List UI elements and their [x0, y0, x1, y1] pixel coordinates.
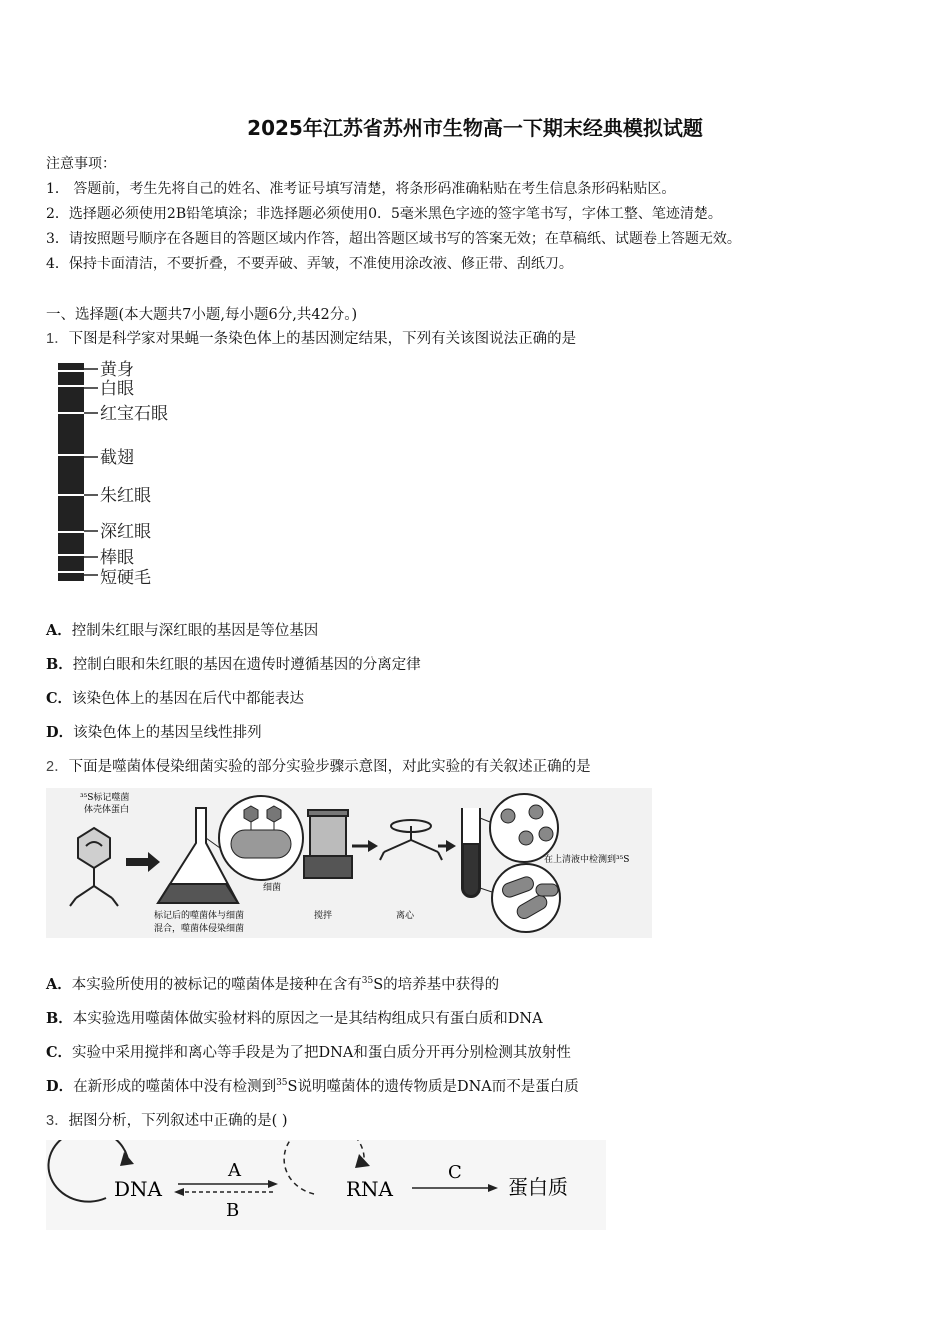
question-3-stem	[46, 1109, 288, 1130]
gene-label-deep-red-eye: 深红眼	[100, 522, 151, 542]
label-b: B	[226, 1200, 240, 1221]
question-2-number: 2．	[46, 759, 69, 775]
question-3-number: 3．	[46, 1113, 69, 1129]
question-2-option-c[interactable]: C．实验中采用搅拌和离心等手段是为了把DNA和蛋白质分开再分别检测其放射性	[46, 1044, 571, 1061]
label-centrifuge: 离心	[396, 911, 415, 921]
gene-label-yellow-body: 黄身	[100, 360, 134, 380]
label-rna: RNA	[346, 1177, 394, 1201]
gene-label-cut-wing: 截翅	[100, 448, 134, 468]
label-phage-line-2: 体壳体蛋白	[84, 805, 130, 815]
blender-icon	[304, 810, 352, 878]
gene-label-bar-eye: 棒眼	[100, 548, 134, 568]
chromosome-gene-figure	[46, 355, 196, 590]
gene-label-vermilion-eye: 朱红眼	[100, 486, 151, 506]
question-1-option-c[interactable]: C．该染色体上的基因在后代中都能表达	[46, 690, 305, 707]
label-protein: 蛋白质	[508, 1175, 568, 1199]
question-2-stem	[46, 755, 591, 776]
notice-item-4: 4．保持卡面清洁，不要折叠，不要弄破、弄皱，不准使用涂改液、修正带、刮纸刀。	[46, 256, 573, 272]
gene-label-white-eye: 白眼	[100, 379, 134, 399]
label-c: C	[448, 1162, 462, 1183]
label-bacteria: 细菌	[263, 883, 282, 893]
section-heading: 一、选择题(本大题共7小题,每小题6分,共42分。)	[46, 307, 358, 323]
gene-tick-marks	[84, 369, 98, 575]
question-2-option-d[interactable]: D．在新形成的噬菌体中没有检测到$^{35}$S说明噬菌体的遗传物质是DNA而不是蛋白质	[46, 1078, 579, 1095]
notice-item-3: 3．请按照题号顺序在各题目的答题区域内作答，超出答题区域书写的答案无效；在草稿纸、试题卷上答题无效。	[46, 231, 741, 247]
phage-experiment-figure	[46, 788, 652, 938]
question-1-stem	[46, 327, 576, 348]
question-1-option-a[interactable]: A．控制朱红眼与深红眼的基因是等位基因	[46, 622, 319, 639]
gene-label-ruby-eye: 红宝石眼	[100, 404, 168, 424]
question-2-option-a[interactable]: A．本实验所使用的被标记的噬菌体是接种在含有$^{35}$S的培养基中获得的	[46, 976, 500, 993]
chromosome-bar	[58, 363, 84, 581]
question-3-text: 据图分析，下列叙述中正确的是( )	[68, 1113, 288, 1129]
question-1-number: 1．	[46, 331, 69, 347]
notice-item-2: 2．选择题必须使用2B铅笔填涂；非选择题必须使用0．5毫米黑色字迹的签字笔书写，字体工整、笔迹清楚。	[46, 206, 722, 222]
label-stir: 搅拌	[314, 911, 333, 921]
question-2-text: 下面是噬菌体侵染细菌实验的部分实验步骤示意图，对此实验的有关叙述正确的是	[68, 759, 591, 775]
label-dna: DNA	[114, 1177, 162, 1201]
notice-item-1: 1． 答题前，考生先将自己的姓名、准考证号填写清楚，将条形码准确粘贴在考生信息条形码粘贴区。	[46, 181, 676, 197]
notice-heading: 注意事项：	[46, 156, 116, 172]
label-a: A	[228, 1160, 241, 1181]
test-tube-icon	[462, 808, 480, 897]
question-2-option-b[interactable]: B．本实验选用噬菌体做实验材料的原因之一是其结构组成只有蛋白质和DNA	[46, 1010, 543, 1027]
label-detect: 在上清液中检测到³⁵S	[544, 855, 630, 865]
label-mix-line-1: 标记后的噬菌体与细菌	[154, 911, 245, 921]
question-1-option-b[interactable]: B．控制白眼和朱红眼的基因在遗传时遵循基因的分离定律	[46, 656, 421, 673]
page-title: 2025年江苏省苏州市生物高一下期末经典模拟试题	[247, 116, 703, 140]
question-1-option-d[interactable]: D．该染色体上的基因呈线性排列	[46, 724, 262, 741]
question-1-text: 下图是科学家对果蝇一条染色体上的基因测定结果，下列有关该图说法正确的是	[68, 331, 577, 347]
label-mix-line-2: 混合，噬菌体侵染细菌	[154, 924, 245, 934]
label-phage-line-1: ³⁵S标记噬菌	[80, 793, 130, 803]
gene-label-short-bristle: 短硬毛	[100, 568, 151, 588]
central-dogma-figure	[46, 1140, 606, 1230]
